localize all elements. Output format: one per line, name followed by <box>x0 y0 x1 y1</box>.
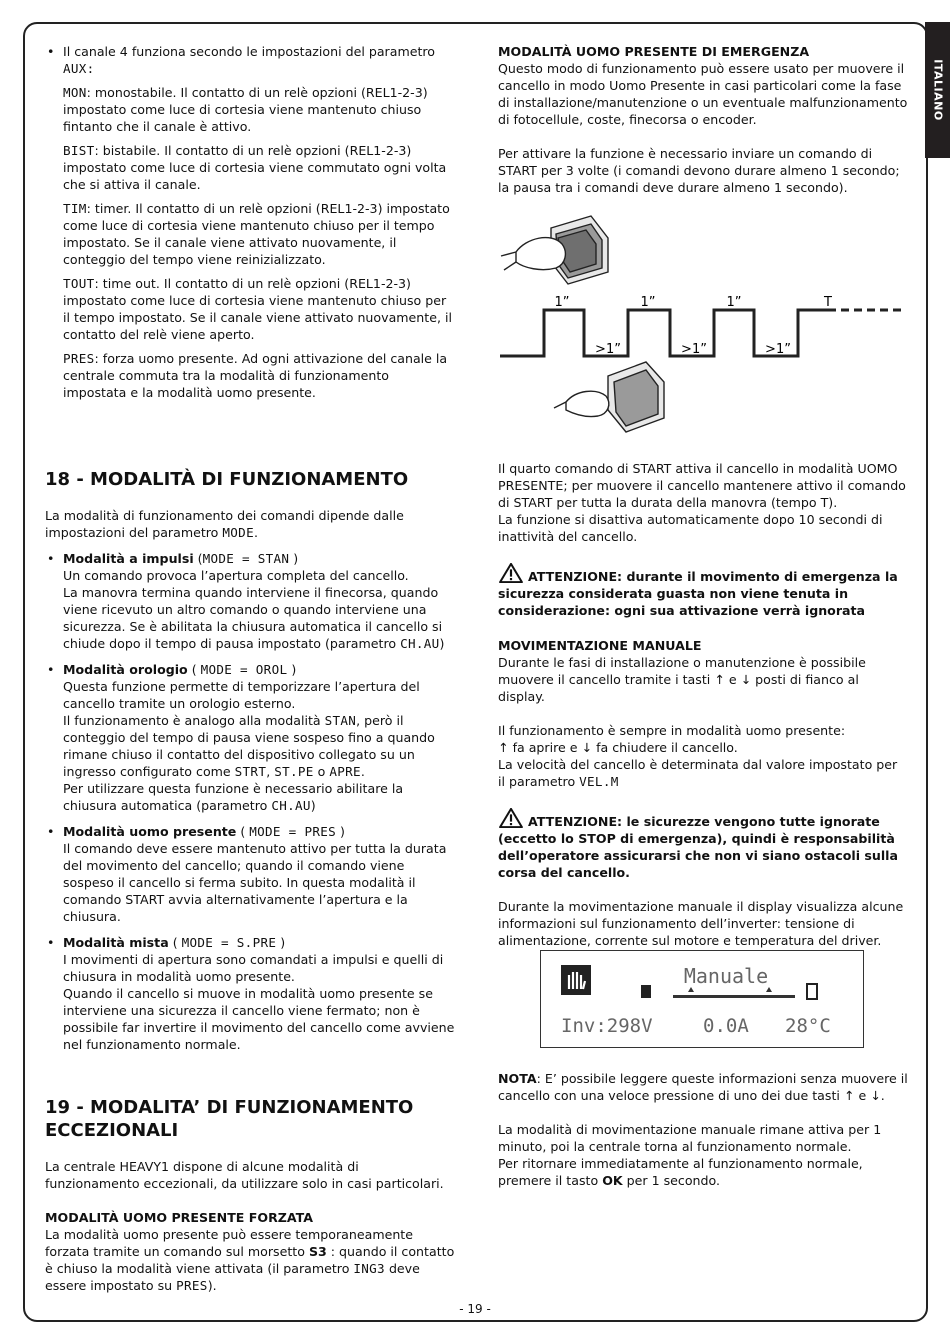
aux-option-text: : forza uomo presente. Ad ogni attivazione del canale la centrale commuta tra la modalità di funzionamento impostata e la modalità uomo presente. <box>63 351 448 400</box>
aux-items <box>45 84 455 401</box>
emergency-section <box>498 43 908 196</box>
mode-item <box>45 550 455 652</box>
param-code: APRE <box>329 764 361 779</box>
mode-item <box>45 934 455 1053</box>
aux-option-text: : timer. Il contatto di un relè opzioni (REL1-2-3) impostato come luce di cortesia viene mantenuto chiuso per il tempo impostato. Se il canale viene attivato nuovamente, il conteggio del tempo viene reinizializzato. <box>63 201 450 267</box>
mode-text: Un comando provoca l’apertura completa del cancello. La manovra termina quando interviene il finecorsa, quando viene ricevuto un altro comando o quando interviene una sicurezza. Se è abilitata la chiusura automatica il cancello si chiude dopo il tempo di pausa impostato (parametro <box>63 568 443 651</box>
warning-icon <box>498 808 524 828</box>
emergency-title: MODALITÀ UOMO PRESENTE DI EMERGENZA <box>498 44 810 59</box>
aux-option-text: : time out. Il contatto di un relè opzioni (REL1-2-3) impostato come luce di cortesia viene mantenuto chiuso per il tempo impostato. Se il canale viene attivato nuovamente, il contatto del relè viene aperto. <box>63 276 452 342</box>
mode-text: ) <box>310 798 316 813</box>
param-code: STRT <box>234 764 267 779</box>
mode-code: MODE = STAN <box>202 551 290 566</box>
aux-option <box>63 84 455 135</box>
mode-code: MODE = S.PRE <box>181 935 277 950</box>
section-18 <box>45 468 455 1053</box>
mode-text: , però il conteggio del tempo di pausa viene sospeso fino a quando rimane chiuso il contatto del dispositivo collegato su un ingresso configurato come <box>63 713 435 779</box>
mode-name: Modalità mista <box>63 935 169 950</box>
pause-label: >1” <box>595 342 621 357</box>
section-19-intro: La centrale HEAVY1 dispone di alcune modalità di funzionamento eccezionali, da utilizzare solo in casi particolari. <box>45 1159 444 1191</box>
button-press-illustration-top <box>501 216 608 284</box>
mode-name: Modalità a impulsi <box>63 551 194 566</box>
mode-name: Modalità uomo presente <box>63 824 237 839</box>
mode-text: Il comando deve essere mantenuto attivo per tutta la durata del movimento del cancello; quando il comando viene sospeso il cancello si ferma subito. In questa modalità il comando START avvia alternativamente l’apertura e la chiusura. <box>63 841 447 924</box>
mode-text: Questa funzione permette di temporizzare l’apertura del cancello tramite un orologio esterno. Il funzionamento è analogo alla modalità <box>63 679 420 728</box>
mode-name: Modalità orologio <box>63 662 188 677</box>
gate-closed-icon <box>641 985 651 998</box>
emergency-p1: Questo modo di funzionamento può essere usato per muovere il cancello in modo Uomo Presente in casi particolari come la fase di installazione/manutenzione o un eventuale malfunzionamento di fotocellule, coste, finecorsa o encoder. <box>498 61 908 127</box>
mode-text: I movimenti di apertura sono comandati a impulsi e quelli di chiusura in modalità uomo presente. Quando il cancello si muove in modalità uomo presente se interviene una sicurezza il cancello viene fermato; non è possibile far invertire il movimento del cancello come avviene nel funzionamento normale. <box>63 952 455 1052</box>
manual-p4: La modalità di movimentazione manuale rimane attiva per 1 minuto, poi la centrale torna al funzionamento normale. Per ritornare immediatamente al funzionamento normale, premere il tasto OK per 1 secondo. <box>498 1122 882 1188</box>
modes-list <box>45 550 455 1053</box>
mode-paren: ) <box>335 824 345 839</box>
mode-description <box>63 567 455 652</box>
button-press-illustration-bottom <box>554 362 664 432</box>
aux-option-code: BIST <box>63 143 95 158</box>
aux-option-code: TOUT <box>63 276 95 291</box>
warning-manual: ATTENZIONE: le sicurezze vengono tutte ignorate (eccetto lo STOP di emergenza), quindi è responsabilità dell’operatore assicurarsi che non vi siano ostacoli sulla corsa del cancello. <box>498 808 908 881</box>
mode-paren: ( <box>193 551 203 566</box>
mode-code: MODE = PRES <box>249 824 336 839</box>
mode-item <box>45 823 455 925</box>
mode-text: ) <box>439 636 445 651</box>
mode-paren: ) <box>276 935 286 950</box>
pulse-label: 1” <box>554 295 570 310</box>
lcd-title: Manuale <box>683 964 769 988</box>
warning-icon <box>498 563 524 583</box>
mode-paren: ) <box>287 662 297 677</box>
pulse-label: 1” <box>726 295 742 310</box>
section-18-intro: La modalità di funzionamento dei comandi dipende dalle impostazioni del parametro MODE. <box>45 508 404 540</box>
section-19-title: 19 - MODALITA’ DI FUNZIONAMENTO ECCEZIONALI <box>45 1097 414 1141</box>
mode-code: MODE = OROL <box>200 662 288 677</box>
mode-description <box>63 840 455 925</box>
language-tab-label: ITALIANO <box>931 59 944 121</box>
manual-title: MOVIMENTAZIONE MANUALE <box>498 638 702 653</box>
aux-option-text: : bistabile. Il contatto di un relè opzioni (REL1-2-3) impostato come luce di cortesia viene commutato ogni volta che si attiva il canale. <box>63 143 447 192</box>
mode-text: o <box>313 764 330 779</box>
aux-option-code: PRES <box>63 351 95 366</box>
mode-text: , <box>266 764 275 779</box>
aux-option-text: : monostabile. Il contatto di un relè opzioni (REL1-2-3) impostato come luce di cortesia viene mantenuto chiuso fintanto che il canale è attivo. <box>63 85 428 134</box>
emergency-continuation <box>498 460 908 949</box>
aux-section <box>45 43 455 401</box>
aux-option <box>63 275 455 343</box>
pause-label: >1” <box>681 342 707 357</box>
aux-option <box>63 200 455 268</box>
gate-open-icon <box>807 984 817 999</box>
param-code: CH.AU <box>271 798 311 813</box>
lcd-current: 0.0A <box>703 1015 749 1037</box>
manual-p1: Durante le fasi di installazione o manutenzione è possibile muovere il cancello tramite i tasti ↑ e ↓ posti di fianco al display. <box>498 655 866 704</box>
pause-label: >1” <box>765 342 791 357</box>
mode-item <box>45 661 455 814</box>
mode-description <box>63 951 455 1053</box>
aux-option-code: TIM <box>63 201 87 216</box>
aux-option <box>63 350 455 401</box>
aux-intro: • Il canale 4 funziona secondo le impostazioni del parametro AUX: <box>45 43 455 77</box>
forced-text: La modalità uomo presente può essere temporaneamente forzata tramite un comando sul morsetto S3 : quando il contatto è chiuso la modalità viene attivata (il parametro ING3 deve essere impostato su PRES). <box>45 1227 455 1293</box>
emergency-p2: Per attivare la funzione è necessario inviare un comando di START per 3 volte (i comandi devono durare almeno 1 secondo; la pausa tra i comandi deve durare almeno 1 secondo). <box>498 146 900 195</box>
section-18-title: 18 - MODALITÀ DI FUNZIONAMENTO <box>45 469 409 490</box>
aux-option <box>63 142 455 193</box>
param-code: CH.AU <box>400 636 440 651</box>
lcd-display <box>540 950 864 1048</box>
mode-paren: ( <box>236 824 250 839</box>
mode-paren: ( <box>187 662 201 677</box>
mode-paren: ( <box>168 935 182 950</box>
start-timing-diagram <box>496 210 916 440</box>
mode-text: . Per utilizzare questa funzione è necessario abilitare la chiusura automatica (parametro <box>63 764 404 813</box>
manual-p3: Durante la movimentazione manuale il display visualizza alcune informazioni sul funzionamento dell’inverter: tensione di alimentazione, corrente sul motore e temperatura del driver. <box>498 899 904 948</box>
lcd-temperature: 28°C <box>785 1015 831 1037</box>
param-code: STAN <box>324 713 357 728</box>
pulse-label: T <box>824 295 832 310</box>
section-19 <box>45 1096 455 1294</box>
page-number: - 19 - <box>459 1302 491 1316</box>
forced-title: MODALITÀ UOMO PRESENTE FORZATA <box>45 1210 314 1225</box>
aux-option-code: MON <box>63 85 87 100</box>
emergency-p3: Il quarto comando di START attiva il cancello in modalità UOMO PRESENTE; per muovere il cancello mantenere attivo il comando di START per tutta la durata della manovra (tempo T). La funzione si disattiva automaticamente dopo 10 secondi di inattività del cancello. <box>498 461 906 544</box>
travel-bar <box>673 995 795 998</box>
warning-emergency: ATTENZIONE: durante il movimento di emergenza la sicurezza considerata guasta non viene tenuta in considerazione: ogni sua attivazione verrà ignorata <box>498 563 908 619</box>
pulse-label: 1” <box>640 295 656 310</box>
param-code: ST.PE <box>274 764 314 779</box>
manual-p2: Il funzionamento è sempre in modalità uomo presente: ↑ fa aprire e ↓ fa chiudere il cancello. La velocità del cancello è determinata dal valore impostato per il parametro VEL.M <box>498 723 898 789</box>
manual-notes <box>498 1070 908 1189</box>
nota: NOTA: E’ possibile leggere queste informazioni senza muovere il cancello con una veloce pressione di uno dei due tasti ↑ e ↓. <box>498 1071 908 1103</box>
mode-description <box>63 678 455 814</box>
lcd-voltage: Inv:298V <box>561 1015 653 1037</box>
mode-paren: ) <box>289 551 299 566</box>
language-tab <box>925 22 950 158</box>
hand-icon <box>561 965 591 995</box>
